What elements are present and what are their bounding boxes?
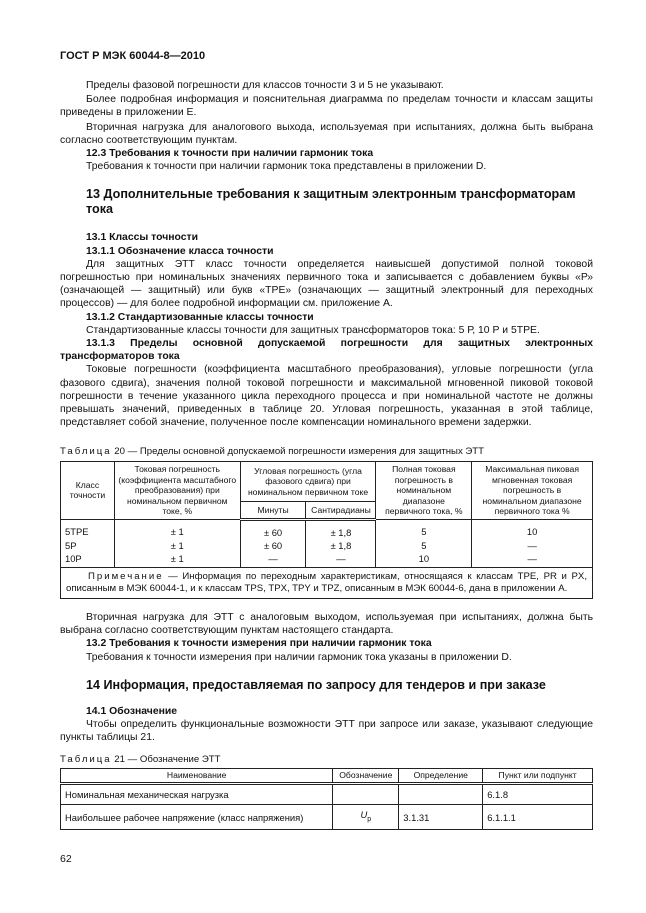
table-row: 5TPE ± 1 ± 60 ± 1,8 5 10 — [61, 519, 593, 539]
table-21-caption: Таблица 21 — Обозначение ЭТТ — [60, 754, 221, 765]
section-heading-13: 13 Дополнительные требования к защитным электронным трансформаторам тока — [86, 187, 576, 217]
table-20 — [60, 461, 593, 599]
section-heading-13-1-1: 13.1.1 Обозначение класса точности — [86, 245, 274, 257]
col-header-minutes: Минуты — [240, 501, 306, 519]
col-header-name: Наименование — [61, 769, 333, 784]
section-heading-13-1-2: 13.1.2 Стандартизованные классы точности — [86, 311, 314, 323]
section-heading-13-2: 13.2 Требования к точности измерения при наличии гармоник тока — [86, 638, 432, 650]
paragraph: Более подробная информация и пояснительная диаграмма по пределам точности и классам защиты приведены в приложении Е. — [60, 94, 593, 119]
document-header: ГОСТ Р МЭК 60044-8—2010 — [60, 50, 206, 62]
table-20-block — [60, 445, 593, 599]
col-header-class: Класс точности — [61, 462, 115, 520]
paragraph: Требования к точности измерения при наличии гармоник тока указаны в приложении D. — [86, 651, 512, 663]
designation-symbol: $U_р$ — [333, 805, 399, 830]
table-row: 10P ± 1 — — 10 — — [61, 552, 593, 568]
paragraph: Требования к точности при наличии гармоник тока представлены в приложении D. — [86, 161, 487, 173]
col-header-definition: Определение — [399, 769, 483, 784]
page-number: 62 — [60, 853, 72, 865]
section-heading-14: 14 Информация, предоставляемая по запросу для тендеров и при заказе — [86, 677, 546, 692]
table-row: Наибольшее рабочее напряжение (класс напряжения) $U_р$ 3.1.31 6.1.1.1 — [61, 805, 593, 830]
paragraph: Вторичная нагрузка для ЭТТ с аналоговым выходом, используемая при испытаниях, должна быть выбрана согласно соответствующим пунктам настоящего стандарта. — [60, 612, 593, 637]
text-block-middle — [60, 611, 593, 744]
table-20-caption: Таблица 20 — Пределы основной допускаемой погрешности измерения для защитных ЭТТ — [60, 446, 485, 457]
section-heading-13-1: 13.1 Классы точности — [86, 232, 198, 244]
col-header-peak-error: Максимальная пиковая мгновенная токовая погрешность в номинальном диапазоне первичного тока % — [472, 462, 593, 520]
col-header-current-error: Токовая погрешность (коэффициента масштабного преобразования) при номинальном первичном токе, % — [114, 462, 240, 520]
paragraph: Стандартизованные классы точности для защитных трансформаторов тока: 5 Р, 10 Р и 5ТРЕ. — [86, 324, 540, 336]
paragraph: Токовые погрешности (коэффициента масштабного преобразования), угловые погрешности (угла фазового сдвига), значения полной токовой погрешности и максимальной мгновенной пиковой токовой погрешности в течение указанного цикла переходного процесса и при номинальной частоте не должны превышать значений, приведенных в таблице 20. Угловая погрешность, указанная в этой таблице, представляет собой значение, полученное после компенсации номинального времени задержки. — [60, 364, 593, 429]
paragraph: Для защитных ЭТТ класс точности определяется наивысшей допустимой полной токовой погрешностью при номинальных значениях первичного тока и записывается с добавлением буквы «Р» (означающей — защитный) или букв «TPE» (означающих — защитный электронный для переходных процессов) — для более подробной информации см. приложение А. — [60, 258, 593, 310]
col-header-designation: Обозначение — [333, 769, 399, 784]
col-header-clause: Пункт или подпункт — [483, 769, 593, 784]
table-21-block — [60, 753, 593, 830]
section-heading-14-1: 14.1 Обозначение — [86, 705, 178, 717]
paragraph: Пределы фазовой погрешности для классов точности 3 и 5 не указывают. — [86, 80, 444, 91]
text-block-top — [60, 79, 593, 429]
paragraph: Чтобы определить функциональные возможности ЭТТ при запросе или заказе, указывают следующие пункты таблицы 21. — [60, 719, 593, 744]
section-heading-12-3: 12.3 Требования к точности при наличии гармоник тока — [86, 148, 374, 160]
table-row: Номинальная механическая нагрузка 6.1.8 — [61, 784, 593, 805]
table-row: 5P ± 1 ± 60 ± 1,8 5 — — [61, 539, 593, 552]
section-heading-13-1-3: 13.1.3 Пределы основной допускаемой погрешности для защитных электронных трансформаторов тока — [60, 338, 593, 363]
col-header-angle-error: Угловая погрешность (угла фазового сдвига) при номинальном первичном токе — [240, 462, 376, 502]
table-20-note: Примечание — Информация по переходным характеристикам, относящаяся к классам TPE, PR и PX, описанным в МЭК 60044-1, и к классам TPS, TPX, TPY и TPZ, описанным в МЭК 60044-6, дана в приложении А. — [61, 567, 593, 598]
table-21 — [60, 768, 593, 830]
col-header-composite-error: Полная токовая погрешность в номинальном диапазоне первичного тока, % — [376, 462, 472, 520]
col-header-centiradians: Сантирадианы — [306, 501, 376, 519]
paragraph: Вторичная нагрузка для аналогового выхода, используемая при испытаниях, должна быть выбрана согласно соответствующим пунктам. — [60, 121, 593, 146]
